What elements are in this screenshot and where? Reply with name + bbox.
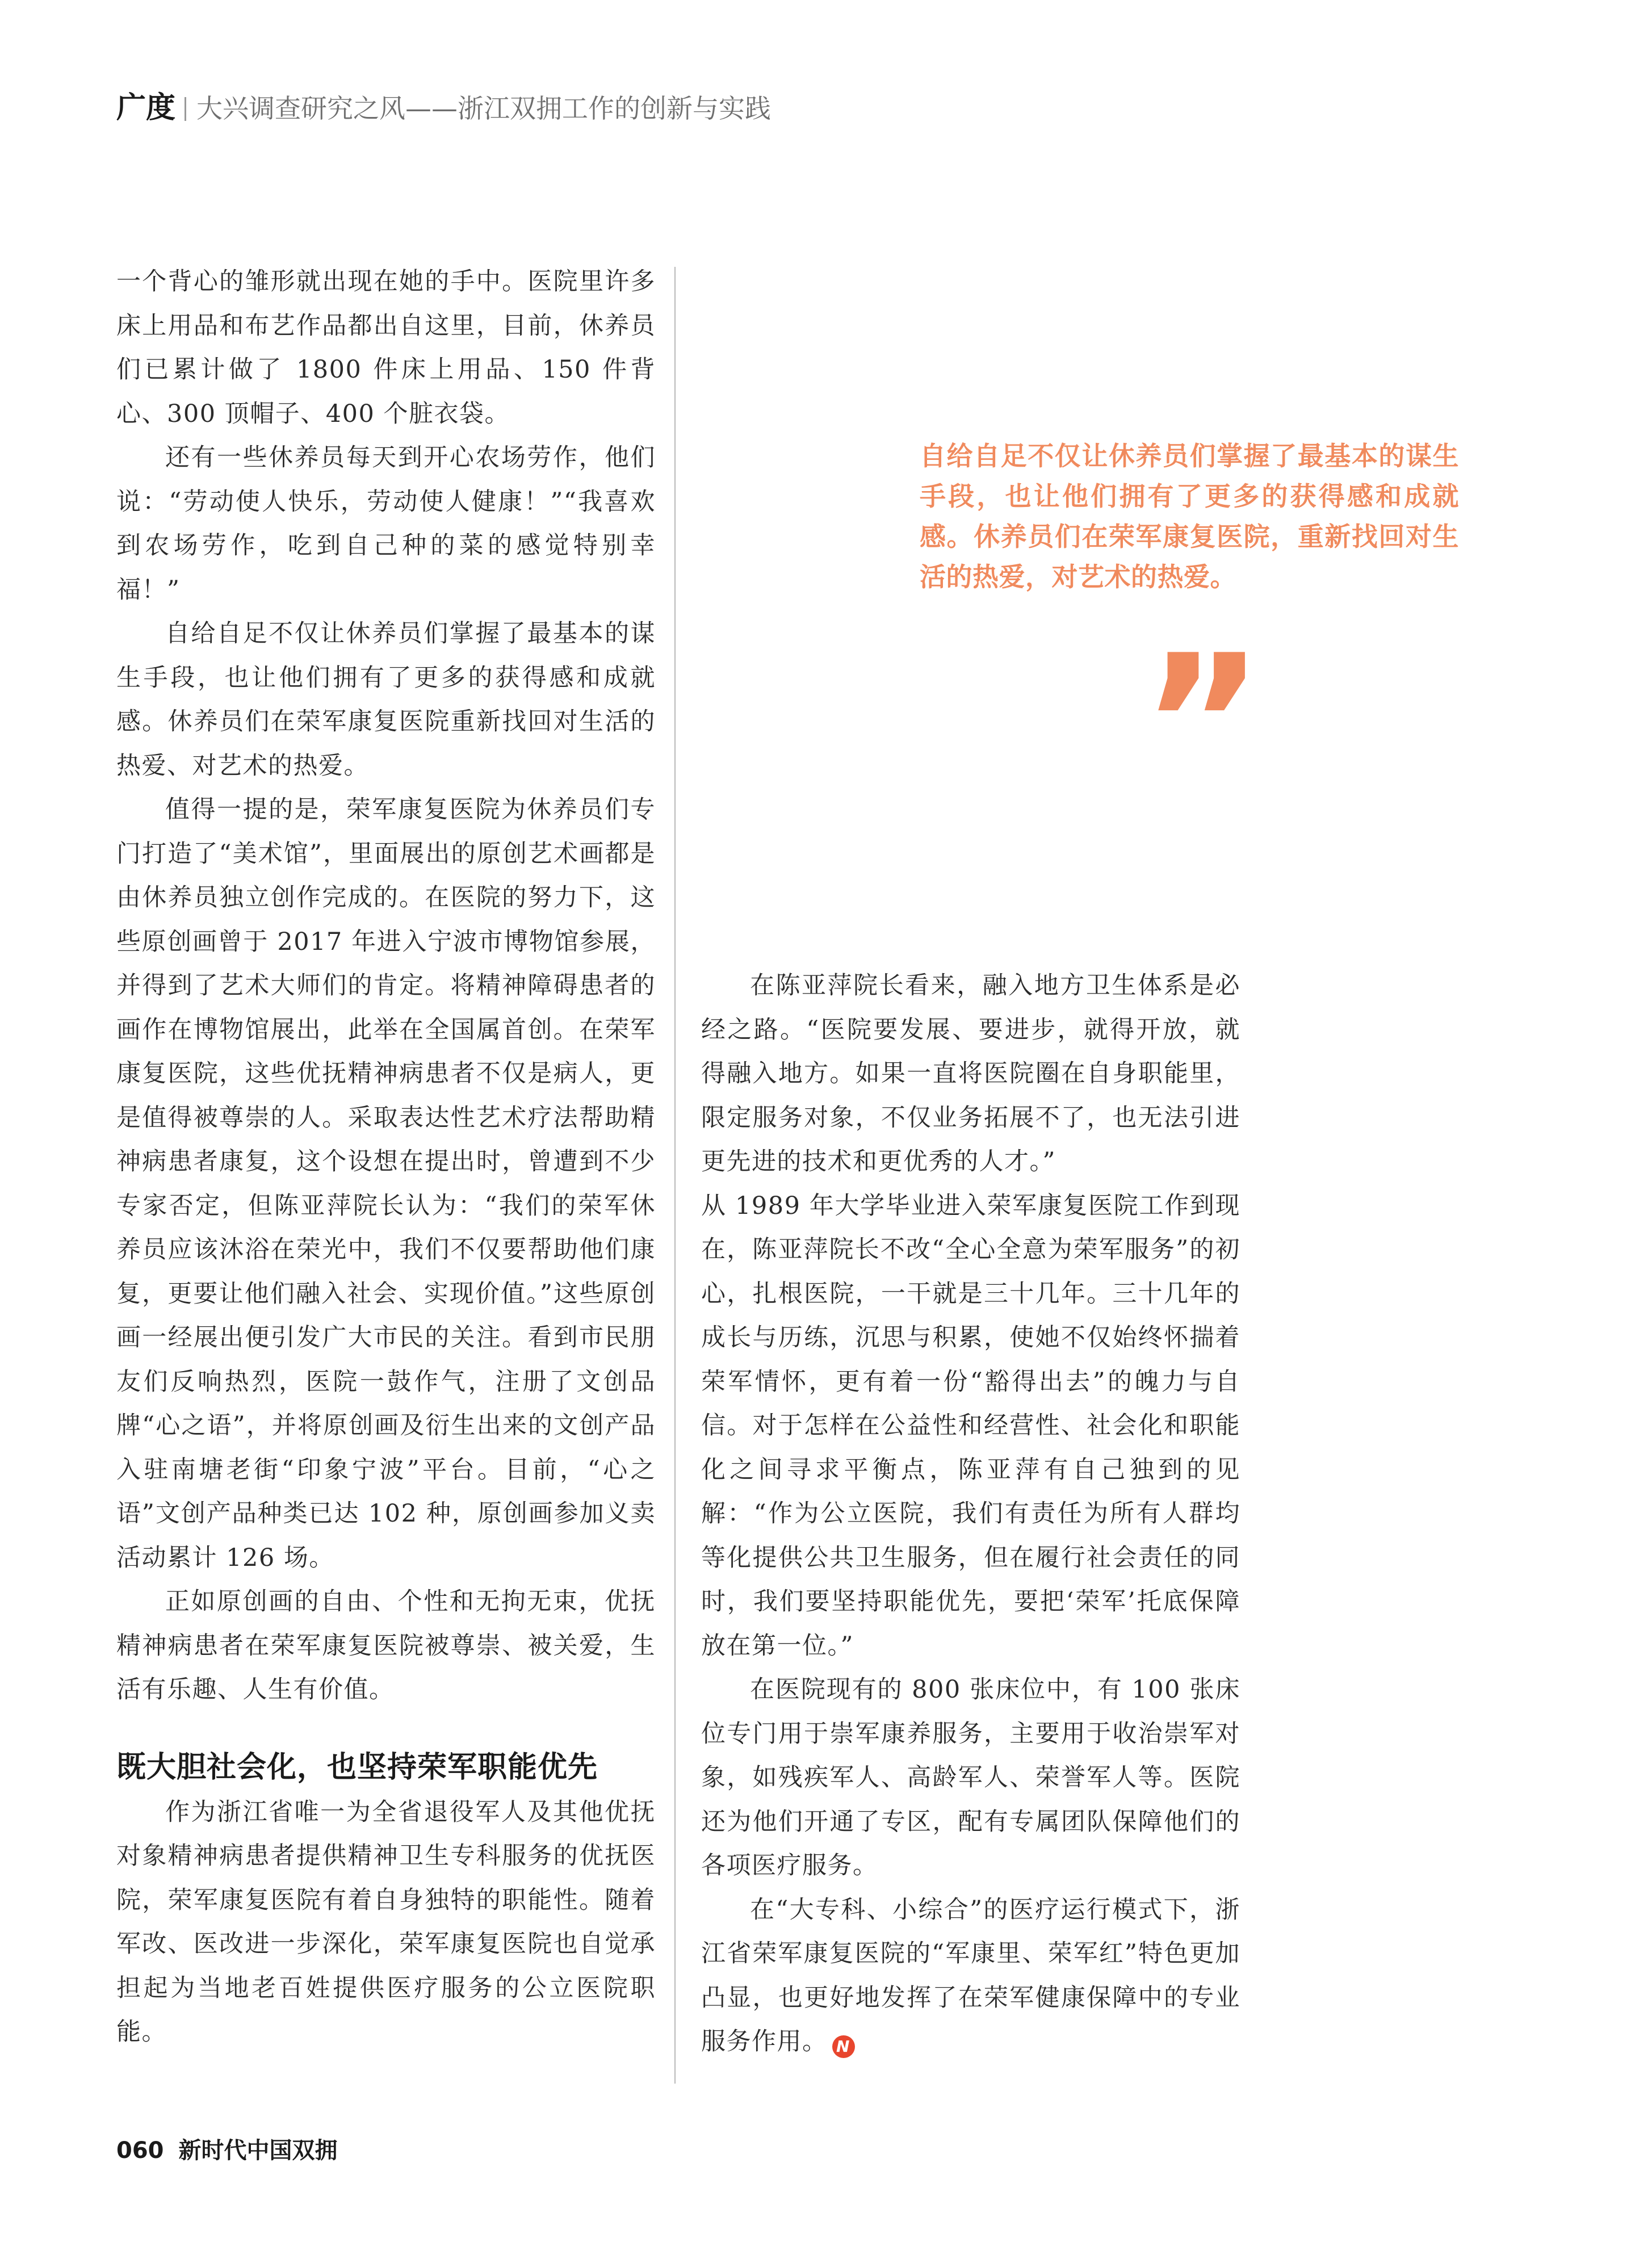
column-divider [674, 267, 676, 2084]
closing-quote-icon: ” [1141, 615, 1264, 833]
closing-paragraph-text: 在“大专科、小综合”的医疗运行模式下，浙江省荣军康复医院的“军康里、荣军红”特色更加凸显，也更好地发挥了在荣军健康保障中的专业服务作用。 [701, 1895, 1240, 2056]
body-paragraph: 还有一些休养员每天到开心农场劳作，他们说：“劳动使人快乐，劳动使人健康！”“我喜欢到农场劳作，吃到自己种的菜的感觉特别幸福！” [116, 443, 656, 604]
body-paragraph: 正如原创画的自由、个性和无拘无束，优抚精神病患者在荣军康复医院被尊崇、被关爱，生活有乐趣、人生有价值。 [116, 1587, 656, 1704]
body-paragraph: 一个背心的雏形就出现在她的手中。医院里许多床上用品和布艺作品都出自这里，目前，休养员们已累计做了 1800 件床上用品、150 件背心、300 顶帽子、400 个脏衣袋。 [116, 267, 656, 428]
series-title: 大兴调查研究之风——浙江双拥工作的创新与实践 [196, 93, 772, 124]
body-paragraph: 从 1989 年大学毕业进入荣军康复医院工作到现在，陈亚萍院长不改“全心全意为荣军服务”的初心，扎根医院，一干就是三十几年。三十几年的成长与历练，沉思与积累，使她不仅始终怀揣着荣军情怀，更有着一份“豁得出去”的魄力与自信。对于怎样在公益性和经营性、社会化和职能化之间寻求平衡点，陈亚萍有自己独到的见解：“作为公立医院，我们有责任为所有人群均等化提供公共卫生服务，但在履行社会责任的同时，我们要坚持职能优先，要把‘荣军’托底保障放在第一位。” [701, 1191, 1240, 1660]
body-paragraph: 在医院现有的 800 张床位中，有 100 张床位专门用于崇军康养服务，主要用于收治崇军对象，如残疾军人、高龄军人、荣誉军人等。医院还为他们开通了专区，配有专属团队保障他们的各项医疗服务。 [701, 1675, 1240, 1880]
body-paragraph: 在陈亚萍院长看来，融入地方卫生体系是必经之路。“医院要发展、要进步，就得开放，就得融入地方。如果一直将医院圈在自身职能里，限定服务对象，不仅业务拓展不了，也无法引进更先进的技术和更优秀的人才。” [701, 971, 1240, 1176]
section-label: 广度 [116, 91, 176, 125]
body-paragraph: 值得一提的是，荣军康复医院为休养员们专门打造了“美术馆”，里面展出的原创艺术画都是由休养员独立创作完成的。在医院的努力下，这些原创画曾于 2017 年进入宁波市博物馆参展，并得到了艺术大师们的肯定。将精神障碍患者的画作在博物馆展出，此举在全国属首创。在荣军康复医院，这些优抚精神病患者不仅是病人，更是值得被尊崇的人。采取表达性艺术疗法帮助精神病患者康复，这个设想在提出时，曾遭到不少专家否定，但陈亚萍院长认为：“我们的荣军休养员应该沐浴在荣光中，我们不仅要帮助他们康复，更要让他们融入社会、实现价值。”这些原创画一经展出便引发广大市民的关注。看到市民朋友们反响热烈，医院一鼓作气，注册了文创品牌“心之语”，并将原创画及衍生出来的文创产品入驻南塘老街“印象宁波”平台。目前，“心之语”文创产品种类已达 102 种，原创画参加义卖活动累计 126 场。 [116, 795, 656, 1572]
body-paragraph: 自给自足不仅让休养员们掌握了最基本的谋生手段，也让他们拥有了更多的获得感和成就感。休养员们在荣军康复医院重新找回对生活的热爱、对艺术的热爱。 [116, 619, 656, 780]
publication-name: 新时代中国双拥 [178, 2138, 338, 2164]
right-column [701, 964, 1240, 2064]
end-of-article-icon: N [832, 2035, 855, 2058]
running-header [116, 91, 771, 125]
body-paragraph: 作为浙江省唯一为全省退役军人及其他优抚对象精神病患者提供精神卫生专科服务的优抚医院，荣军康复医院有着自身独特的职能性。随着军改、医改进一步深化，荣军康复医院也自觉承担起为当地老百姓提供医疗服务的公立医院职能。 [116, 1797, 656, 2046]
page-number: 060 [116, 2138, 164, 2164]
page-footer [116, 2135, 338, 2166]
body-paragraph [701, 1888, 1240, 2064]
left-column [116, 260, 656, 2055]
section-subheading: 既大胆社会化，也坚持荣军职能优先 [116, 1750, 598, 1784]
pull-quote: 自给自足不仅让休养员们掌握了最基本的谋生手段，也让他们拥有了更多的获得感和成就感。休养员们在荣军康复医院，重新找回对生活的热爱，对艺术的热爱。 [920, 441, 1459, 592]
header-divider [185, 97, 186, 121]
